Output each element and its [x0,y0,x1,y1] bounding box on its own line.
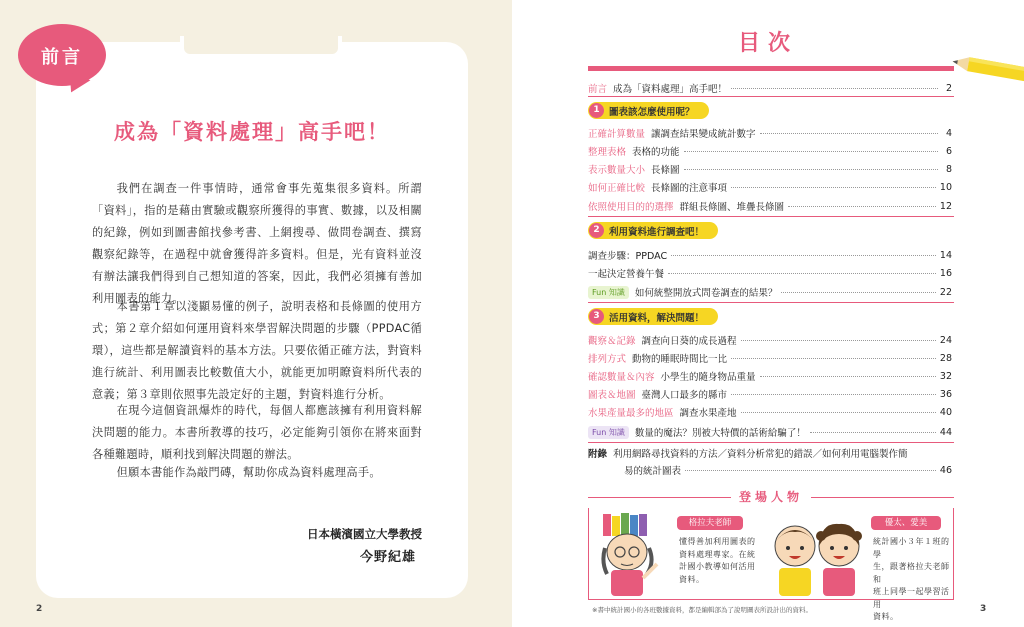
toc-entry-title: 調查步驟：PPDAC [588,251,668,262]
toc-entry[interactable] [588,161,952,177]
leader-dots [741,412,936,413]
toc-entry-title: 數量的魔法？別被大特價的話術給騙了！ [634,428,806,439]
leader-dots [731,187,936,188]
chapter-2-heading[interactable] [588,222,718,239]
preface-paragraph-4: 但願本書能作為敲門磚，幫助你成為資料處理高手。 [116,466,381,479]
leader-dots [731,358,936,359]
footnote: ※書中統計國小的各班數據資料，都是編輯部為了說明圖表所設計出的資料。 [592,606,812,614]
chapter-1-heading[interactable] [588,102,709,119]
toc-entry[interactable] [588,424,952,440]
preface-paragraph-1: 我們在調查一件事情時，通常會事先蒐集很多資料。所謂「資料」，指的是藉由實驗或觀察所獲得的事實、數據，以及相關的紀錄，例如到圖書館找參考書、上網搜尋、做問卷調查、撰寫觀察紀錄等，在過程中就會獲得許多資料。但是，光有資料並沒有辦法讓我們得到自己想知道的答案，因此，我們必須擁有善加利用圖表的能力。 [92,182,422,305]
leader-dots [760,376,936,377]
toc-title: 目次 [737,31,798,56]
appendix-label: 附錄 [588,449,608,460]
leader-dots [731,394,936,395]
toc-entry-title: 小學生的隨身物品重量 [660,372,756,383]
leader-dots [685,470,936,471]
character-name-teacher: 格拉夫老師 [677,516,743,530]
toc-entry-label: 整理表格 [588,147,627,158]
title-underline [588,66,954,71]
toc-entry-title: 長條圖的注意事項 [651,183,728,194]
author-title: 日本橫濱國立大學教授 [307,527,422,541]
leader-dots [810,432,936,433]
toc-entry-label: 表示數量大小 [588,165,646,176]
toc-entry-page: 12 [939,200,952,212]
toc-entry-title: 調查水果產地 [679,408,737,419]
toc-entry-title: 一起決定營養午餐 [588,269,665,280]
toc-entry[interactable] [588,179,952,195]
toc-divider [588,96,954,97]
toc-entry-page: 44 [939,426,952,438]
toc-entry-preface[interactable] [588,80,952,96]
toc-entry-page: 16 [939,267,952,279]
leader-dots [668,273,936,274]
appendix-title-line-1: 利用網路尋找資料的方法／資料分析常犯的錯誤／如何利用電腦製作簡 [613,449,908,460]
toc-entry-label: 依照使用目的的選擇 [588,202,674,213]
chapter-3-heading[interactable] [588,308,718,325]
leader-dots [684,169,938,170]
leader-dots [671,255,936,256]
character-name-students: 優太、愛美 [871,516,941,530]
toc-entry[interactable] [588,368,952,384]
toc-entry-label: 確認數量＆內容 [588,372,655,383]
toc-entry[interactable] [588,265,952,281]
toc-entry[interactable] [588,198,952,214]
chapter-number: 1 [589,103,604,118]
fun-knowledge-badge: Fun 知識 [588,286,629,299]
toc-entry-label: 水果產量最多的地區 [588,408,674,419]
characters-header [588,488,954,506]
toc-entry-title: 臺灣人口最多的縣市 [641,390,728,401]
toc-entry[interactable] [588,125,952,141]
toc-entry-label: 正確計算數量 [588,129,646,140]
toc-entry-page: 32 [939,370,952,382]
toc-divider [588,302,954,303]
toc-divider [588,442,954,443]
toc-entry-label: 排列方式 [588,354,627,365]
students-illustration [765,512,869,598]
character-desc-teacher: 懂得善加利用圖表的 資料處理專家。在統 計國小教導如何活用 資料。 [679,537,756,584]
toc-entry-page: 4 [945,127,952,139]
toc-entry-page: 10 [939,181,952,193]
chapter-number: 2 [589,223,604,238]
page-number-left: 2 [36,604,43,614]
toc-entry-label: 觀察＆記錄 [588,336,636,347]
leader-dots [788,206,936,207]
toc-entry[interactable] [588,284,952,300]
toc-entry-title: 調查向日葵的成長過程 [641,336,737,347]
toc-entry-label: 前言 [588,84,608,95]
toc-entry-page: 24 [939,334,952,346]
leader-dots [731,88,938,89]
chapter-title: 活用資料，解決問題！ [609,312,705,324]
toc-entry-appendix[interactable] [588,446,908,460]
toc-entry-appendix-continued[interactable] [624,462,952,478]
toc-entry-page: 36 [939,388,952,400]
chapter-number: 3 [589,309,604,324]
toc-entry[interactable] [588,143,952,159]
toc-entry-title: 長條圖 [651,165,680,176]
leader-dots [760,133,938,134]
character-desc-students: 統計國小３年１班的學 生，跟著格拉夫老師和 班上同學一起學習活用 資料。 [873,537,950,621]
fun-knowledge-badge: Fun 知識 [588,426,629,439]
toc-entry-page: 2 [945,82,952,94]
toc-entry-page: 22 [939,286,952,298]
toc-entry-page: 40 [939,406,952,418]
toc-entry-title: 動物的睡眠時間比一比 [632,354,728,365]
preface-paragraph-2: 本書第１章以淺顯易懂的例子，說明表格和長條圖的使用方式；第２章介紹如何運用資料來學習解決問題的步驟（PPDAC循環），這些都是解讀資料的基本方法。只要依循正確方法，對資料進行統計、利用圖表比較數值大小，就能更加明瞭資料所代表的意義；第３章則依照事先設定好的主題，對資料進行分析。 [92,300,422,401]
toc-divider [588,216,954,217]
chapter-title: 利用資料進行調查吧！ [609,226,705,238]
toc-entry-page: 8 [945,163,952,175]
author-name: 今野紀雄 [359,550,416,565]
leader-dots [781,292,936,293]
chapter-title: 圖表該怎麼使用呢？ [609,106,695,118]
toc-entry-page: 28 [939,352,952,364]
right-page [512,0,1024,627]
clipboard-clip [180,36,342,58]
appendix-title-line-2: 易的統計圖表 [624,466,682,477]
toc-entry-page: 6 [945,145,952,157]
toc-entry-page: 46 [939,464,952,476]
toc-entry[interactable] [588,404,952,420]
toc-entry[interactable] [588,386,952,402]
toc-entry-title: 如何統整開放式問卷調查的結果？ [634,288,778,299]
leader-dots [684,151,938,152]
toc-entry[interactable] [588,247,952,263]
toc-entry-label: 如何正確比較 [588,183,646,194]
teacher-illustration [597,512,669,596]
toc-entry-label: 圖表＆地圖 [588,390,636,401]
preface-title: 成為「資料處理」高手吧！ [114,120,390,144]
toc-entry-title: 讓調查結果變成統計數字 [651,129,756,140]
page-number-right: 3 [980,604,987,614]
preface-tag: 前言 [41,47,83,68]
preface-paragraph-3: 在現今這個資訊爆炸的時代，每個人都應該擁有利用資料解決問題的能力。本書所教導的技巧，必定能夠引領你在將來面對各種難題時，順利找到解決問題的辦法。 [92,404,422,461]
toc-entry-title: 表格的功能 [632,147,680,158]
toc-entry[interactable] [588,332,952,348]
toc-entry-page: 14 [939,249,952,261]
toc-entry-title: 成為「資料處理」高手吧！ [613,84,728,95]
characters-title: 登場人物 [731,490,811,504]
toc-entry-title: 群組長條圖、堆疊長條圖 [679,202,785,213]
toc-entry[interactable] [588,350,952,366]
leader-dots [741,340,936,341]
